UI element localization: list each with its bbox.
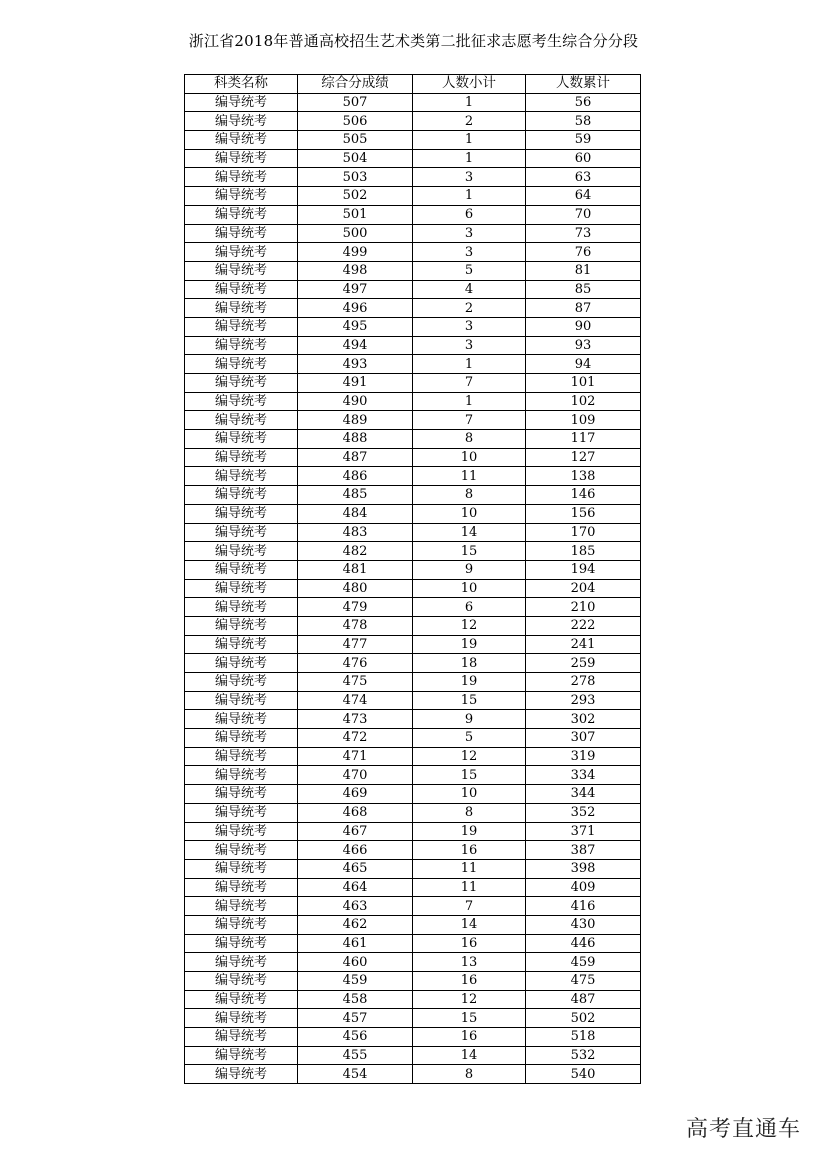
- cell-count-subtotal: 15: [413, 1009, 526, 1028]
- cell-composite-score: 507: [298, 93, 413, 112]
- table-row: [185, 93, 641, 112]
- cell-count-cumulative: 278: [526, 673, 641, 692]
- header-composite-score: 综合分成绩: [298, 75, 413, 94]
- table-row: [185, 841, 641, 860]
- cell-subject-category: 编导统考: [185, 374, 298, 393]
- score-distribution-table: [184, 74, 641, 1084]
- cell-count-subtotal: 10: [413, 504, 526, 523]
- cell-composite-score: 468: [298, 803, 413, 822]
- cell-count-subtotal: 18: [413, 654, 526, 673]
- header-count-cumulative: 人数累计: [526, 75, 641, 94]
- cell-subject-category: 编导统考: [185, 673, 298, 692]
- cell-composite-score: 491: [298, 374, 413, 393]
- cell-composite-score: 464: [298, 878, 413, 897]
- cell-subject-category: 编导统考: [185, 504, 298, 523]
- cell-subject-category: 编导统考: [185, 1065, 298, 1084]
- cell-subject-category: 编导统考: [185, 1028, 298, 1047]
- cell-composite-score: 478: [298, 616, 413, 635]
- cell-subject-category: 编导统考: [185, 149, 298, 168]
- page-title: 浙江省2018年普通高校招生艺术类第二批征求志愿考生综合分分段: [188, 32, 639, 50]
- cell-composite-score: 487: [298, 448, 413, 467]
- table-row: [185, 486, 641, 505]
- cell-subject-category: 编导统考: [185, 915, 298, 934]
- cell-count-cumulative: 540: [526, 1065, 641, 1084]
- cell-subject-category: 编导统考: [185, 486, 298, 505]
- cell-composite-score: 502: [298, 187, 413, 206]
- table-row: [185, 1046, 641, 1065]
- cell-subject-category: 编导统考: [185, 990, 298, 1009]
- cell-count-subtotal: 6: [413, 598, 526, 617]
- cell-composite-score: 473: [298, 710, 413, 729]
- cell-subject-category: 编导统考: [185, 747, 298, 766]
- cell-composite-score: 505: [298, 131, 413, 150]
- cell-subject-category: 编导统考: [185, 430, 298, 449]
- cell-subject-category: 编导统考: [185, 635, 298, 654]
- cell-count-subtotal: 19: [413, 822, 526, 841]
- cell-composite-score: 467: [298, 822, 413, 841]
- table-row: [185, 616, 641, 635]
- table-row: [185, 598, 641, 617]
- cell-subject-category: 编导统考: [185, 112, 298, 131]
- cell-subject-category: 编导统考: [185, 336, 298, 355]
- cell-count-cumulative: 518: [526, 1028, 641, 1047]
- cell-count-subtotal: 5: [413, 261, 526, 280]
- cell-count-cumulative: 76: [526, 243, 641, 262]
- cell-composite-score: 493: [298, 355, 413, 374]
- table-row: [185, 205, 641, 224]
- header-count-subtotal: 人数小计: [413, 75, 526, 94]
- cell-count-cumulative: 352: [526, 803, 641, 822]
- cell-count-subtotal: 7: [413, 411, 526, 430]
- table-row: [185, 953, 641, 972]
- cell-composite-score: 470: [298, 766, 413, 785]
- cell-count-subtotal: 2: [413, 299, 526, 318]
- cell-count-subtotal: 8: [413, 486, 526, 505]
- table-row: [185, 411, 641, 430]
- cell-subject-category: 编导统考: [185, 691, 298, 710]
- cell-composite-score: 460: [298, 953, 413, 972]
- table-row: [185, 168, 641, 187]
- table-row: [185, 747, 641, 766]
- cell-composite-score: 461: [298, 934, 413, 953]
- cell-composite-score: 463: [298, 897, 413, 916]
- cell-subject-category: 编导统考: [185, 542, 298, 561]
- cell-count-cumulative: 371: [526, 822, 641, 841]
- cell-count-cumulative: 60: [526, 149, 641, 168]
- cell-composite-score: 488: [298, 430, 413, 449]
- cell-composite-score: 501: [298, 205, 413, 224]
- cell-subject-category: 编导统考: [185, 616, 298, 635]
- cell-composite-score: 499: [298, 243, 413, 262]
- cell-composite-score: 494: [298, 336, 413, 355]
- table-row: [185, 654, 641, 673]
- table-row: [185, 280, 641, 299]
- table-row: [185, 915, 641, 934]
- cell-count-subtotal: 4: [413, 280, 526, 299]
- cell-count-cumulative: 204: [526, 579, 641, 598]
- table-row: [185, 355, 641, 374]
- header-row: [185, 75, 641, 94]
- cell-count-subtotal: 1: [413, 131, 526, 150]
- cell-subject-category: 编导统考: [185, 467, 298, 486]
- cell-count-subtotal: 7: [413, 374, 526, 393]
- cell-count-subtotal: 7: [413, 897, 526, 916]
- cell-count-cumulative: 59: [526, 131, 641, 150]
- table-row: [185, 430, 641, 449]
- cell-count-subtotal: 5: [413, 729, 526, 748]
- cell-subject-category: 编导统考: [185, 168, 298, 187]
- cell-count-cumulative: 138: [526, 467, 641, 486]
- cell-count-cumulative: 475: [526, 972, 641, 991]
- cell-subject-category: 编导统考: [185, 710, 298, 729]
- cell-count-subtotal: 10: [413, 785, 526, 804]
- cell-count-subtotal: 3: [413, 168, 526, 187]
- cell-composite-score: 481: [298, 560, 413, 579]
- cell-subject-category: 编导统考: [185, 766, 298, 785]
- cell-count-subtotal: 19: [413, 635, 526, 654]
- cell-count-cumulative: 487: [526, 990, 641, 1009]
- cell-count-subtotal: 11: [413, 467, 526, 486]
- cell-subject-category: 编导统考: [185, 1046, 298, 1065]
- cell-count-cumulative: 409: [526, 878, 641, 897]
- cell-count-subtotal: 3: [413, 224, 526, 243]
- cell-count-subtotal: 1: [413, 392, 526, 411]
- cell-count-cumulative: 430: [526, 915, 641, 934]
- cell-composite-score: 458: [298, 990, 413, 1009]
- cell-count-subtotal: 11: [413, 859, 526, 878]
- cell-subject-category: 编导统考: [185, 131, 298, 150]
- cell-subject-category: 编导统考: [185, 897, 298, 916]
- cell-subject-category: 编导统考: [185, 859, 298, 878]
- table-row: [185, 859, 641, 878]
- cell-subject-category: 编导统考: [185, 392, 298, 411]
- cell-composite-score: 484: [298, 504, 413, 523]
- cell-subject-category: 编导统考: [185, 934, 298, 953]
- cell-count-cumulative: 101: [526, 374, 641, 393]
- cell-composite-score: 497: [298, 280, 413, 299]
- table-row: [185, 523, 641, 542]
- cell-subject-category: 编导统考: [185, 243, 298, 262]
- cell-subject-category: 编导统考: [185, 317, 298, 336]
- cell-composite-score: 483: [298, 523, 413, 542]
- cell-count-cumulative: 459: [526, 953, 641, 972]
- cell-count-cumulative: 109: [526, 411, 641, 430]
- cell-count-cumulative: 85: [526, 280, 641, 299]
- cell-count-cumulative: 293: [526, 691, 641, 710]
- table-row: [185, 374, 641, 393]
- cell-count-cumulative: 344: [526, 785, 641, 804]
- cell-subject-category: 编导统考: [185, 523, 298, 542]
- cell-count-subtotal: 19: [413, 673, 526, 692]
- cell-composite-score: 471: [298, 747, 413, 766]
- table-row: [185, 336, 641, 355]
- cell-count-subtotal: 16: [413, 1028, 526, 1047]
- cell-count-subtotal: 8: [413, 1065, 526, 1084]
- table-row: [185, 803, 641, 822]
- cell-subject-category: 编导统考: [185, 93, 298, 112]
- cell-composite-score: 485: [298, 486, 413, 505]
- cell-count-cumulative: 532: [526, 1046, 641, 1065]
- cell-count-subtotal: 1: [413, 93, 526, 112]
- table-row: [185, 542, 641, 561]
- cell-count-subtotal: 6: [413, 205, 526, 224]
- cell-composite-score: 466: [298, 841, 413, 860]
- cell-count-subtotal: 11: [413, 878, 526, 897]
- cell-subject-category: 编导统考: [185, 299, 298, 318]
- cell-count-subtotal: 12: [413, 616, 526, 635]
- cell-count-cumulative: 319: [526, 747, 641, 766]
- cell-count-cumulative: 502: [526, 1009, 641, 1028]
- cell-count-subtotal: 1: [413, 355, 526, 374]
- cell-subject-category: 编导统考: [185, 411, 298, 430]
- table-row: [185, 224, 641, 243]
- cell-count-cumulative: 93: [526, 336, 641, 355]
- table-row: [185, 392, 641, 411]
- cell-composite-score: 495: [298, 317, 413, 336]
- cell-count-cumulative: 416: [526, 897, 641, 916]
- table-row: [185, 972, 641, 991]
- cell-count-cumulative: 146: [526, 486, 641, 505]
- table-row: [185, 243, 641, 262]
- cell-count-cumulative: 63: [526, 168, 641, 187]
- table-row: [185, 710, 641, 729]
- watermark-logo-text: 高考直通车: [685, 1117, 801, 1142]
- table-header: [185, 75, 641, 94]
- cell-count-subtotal: 12: [413, 990, 526, 1009]
- cell-count-cumulative: 94: [526, 355, 641, 374]
- table-row: [185, 1028, 641, 1047]
- cell-count-subtotal: 13: [413, 953, 526, 972]
- cell-subject-category: 编导统考: [185, 261, 298, 280]
- cell-count-cumulative: 81: [526, 261, 641, 280]
- cell-subject-category: 编导统考: [185, 785, 298, 804]
- cell-count-cumulative: 90: [526, 317, 641, 336]
- cell-composite-score: 456: [298, 1028, 413, 1047]
- cell-count-subtotal: 1: [413, 187, 526, 206]
- cell-subject-category: 编导统考: [185, 878, 298, 897]
- cell-count-subtotal: 16: [413, 972, 526, 991]
- cell-count-subtotal: 14: [413, 523, 526, 542]
- table-row: [185, 691, 641, 710]
- cell-count-subtotal: 9: [413, 560, 526, 579]
- cell-count-cumulative: 87: [526, 299, 641, 318]
- cell-count-cumulative: 302: [526, 710, 641, 729]
- table-row: [185, 878, 641, 897]
- cell-composite-score: 465: [298, 859, 413, 878]
- cell-count-cumulative: 117: [526, 430, 641, 449]
- cell-subject-category: 编导统考: [185, 579, 298, 598]
- cell-count-subtotal: 3: [413, 336, 526, 355]
- cell-subject-category: 编导统考: [185, 205, 298, 224]
- cell-composite-score: 479: [298, 598, 413, 617]
- cell-count-subtotal: 12: [413, 747, 526, 766]
- cell-count-subtotal: 14: [413, 915, 526, 934]
- cell-subject-category: 编导统考: [185, 560, 298, 579]
- cell-composite-score: 480: [298, 579, 413, 598]
- cell-subject-category: 编导统考: [185, 224, 298, 243]
- table-row: [185, 299, 641, 318]
- cell-subject-category: 编导统考: [185, 654, 298, 673]
- cell-subject-category: 编导统考: [185, 355, 298, 374]
- cell-composite-score: 476: [298, 654, 413, 673]
- cell-count-subtotal: 16: [413, 934, 526, 953]
- table-row: [185, 635, 641, 654]
- table-row: [185, 785, 641, 804]
- cell-composite-score: 486: [298, 467, 413, 486]
- table-row: [185, 934, 641, 953]
- cell-count-cumulative: 307: [526, 729, 641, 748]
- cell-count-subtotal: 3: [413, 317, 526, 336]
- cell-count-subtotal: 3: [413, 243, 526, 262]
- cell-count-cumulative: 185: [526, 542, 641, 561]
- cell-composite-score: 477: [298, 635, 413, 654]
- cell-composite-score: 472: [298, 729, 413, 748]
- cell-count-subtotal: 10: [413, 448, 526, 467]
- table-row: [185, 560, 641, 579]
- header-subject-category: 科类名称: [185, 75, 298, 94]
- cell-subject-category: 编导统考: [185, 972, 298, 991]
- cell-count-cumulative: 170: [526, 523, 641, 542]
- cell-subject-category: 编导统考: [185, 822, 298, 841]
- table-row: [185, 1009, 641, 1028]
- cell-subject-category: 编导统考: [185, 187, 298, 206]
- cell-subject-category: 编导统考: [185, 729, 298, 748]
- cell-composite-score: 454: [298, 1065, 413, 1084]
- cell-count-subtotal: 2: [413, 112, 526, 131]
- table-row: [185, 261, 641, 280]
- table-row: [185, 1065, 641, 1084]
- cell-subject-category: 编导统考: [185, 841, 298, 860]
- table-row: [185, 673, 641, 692]
- cell-count-cumulative: 102: [526, 392, 641, 411]
- cell-composite-score: 469: [298, 785, 413, 804]
- table-row: [185, 149, 641, 168]
- cell-count-cumulative: 156: [526, 504, 641, 523]
- table-row: [185, 729, 641, 748]
- cell-count-subtotal: 16: [413, 841, 526, 860]
- cell-composite-score: 482: [298, 542, 413, 561]
- table-row: [185, 766, 641, 785]
- table-row: [185, 822, 641, 841]
- cell-composite-score: 500: [298, 224, 413, 243]
- cell-composite-score: 474: [298, 691, 413, 710]
- table-row: [185, 317, 641, 336]
- cell-count-cumulative: 241: [526, 635, 641, 654]
- cell-composite-score: 475: [298, 673, 413, 692]
- cell-count-subtotal: 15: [413, 766, 526, 785]
- table-row: [185, 579, 641, 598]
- cell-count-cumulative: 58: [526, 112, 641, 131]
- cell-composite-score: 457: [298, 1009, 413, 1028]
- cell-subject-category: 编导统考: [185, 280, 298, 299]
- cell-count-cumulative: 398: [526, 859, 641, 878]
- cell-count-cumulative: 446: [526, 934, 641, 953]
- cell-subject-category: 编导统考: [185, 598, 298, 617]
- table-row: [185, 467, 641, 486]
- cell-count-cumulative: 64: [526, 187, 641, 206]
- cell-composite-score: 498: [298, 261, 413, 280]
- cell-composite-score: 459: [298, 972, 413, 991]
- cell-composite-score: 490: [298, 392, 413, 411]
- cell-count-subtotal: 8: [413, 430, 526, 449]
- cell-count-cumulative: 222: [526, 616, 641, 635]
- cell-count-subtotal: 15: [413, 542, 526, 561]
- cell-count-subtotal: 10: [413, 579, 526, 598]
- cell-count-cumulative: 70: [526, 205, 641, 224]
- cell-count-cumulative: 194: [526, 560, 641, 579]
- cell-count-subtotal: 1: [413, 149, 526, 168]
- cell-count-cumulative: 334: [526, 766, 641, 785]
- cell-composite-score: 462: [298, 915, 413, 934]
- cell-subject-category: 编导统考: [185, 953, 298, 972]
- cell-composite-score: 506: [298, 112, 413, 131]
- cell-count-cumulative: 387: [526, 841, 641, 860]
- table-body: [185, 93, 641, 1083]
- cell-composite-score: 496: [298, 299, 413, 318]
- cell-composite-score: 455: [298, 1046, 413, 1065]
- cell-count-subtotal: 14: [413, 1046, 526, 1065]
- table-row: [185, 897, 641, 916]
- cell-count-cumulative: 210: [526, 598, 641, 617]
- cell-subject-category: 编导统考: [185, 1009, 298, 1028]
- cell-composite-score: 489: [298, 411, 413, 430]
- table-row: [185, 504, 641, 523]
- cell-subject-category: 编导统考: [185, 803, 298, 822]
- cell-count-cumulative: 73: [526, 224, 641, 243]
- table-row: [185, 187, 641, 206]
- table-row: [185, 990, 641, 1009]
- cell-count-subtotal: 9: [413, 710, 526, 729]
- cell-count-subtotal: 8: [413, 803, 526, 822]
- cell-count-subtotal: 15: [413, 691, 526, 710]
- table-row: [185, 448, 641, 467]
- table-row: [185, 131, 641, 150]
- cell-subject-category: 编导统考: [185, 448, 298, 467]
- table-row: [185, 112, 641, 131]
- cell-composite-score: 504: [298, 149, 413, 168]
- cell-count-cumulative: 56: [526, 93, 641, 112]
- cell-composite-score: 503: [298, 168, 413, 187]
- cell-count-cumulative: 127: [526, 448, 641, 467]
- cell-count-cumulative: 259: [526, 654, 641, 673]
